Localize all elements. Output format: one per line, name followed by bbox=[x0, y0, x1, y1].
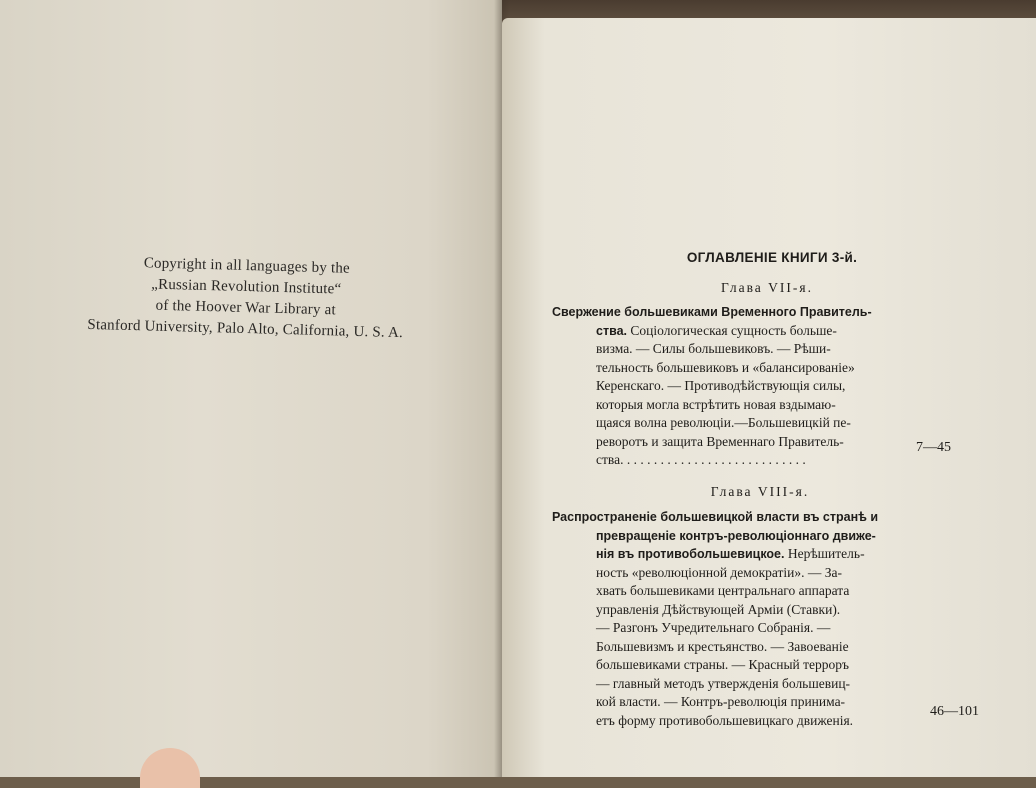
right-page bbox=[502, 18, 1036, 777]
entry-line bbox=[552, 712, 912, 731]
entry-line bbox=[552, 582, 912, 601]
page-range: 46—101 bbox=[930, 704, 979, 719]
copyright-notice bbox=[59, 251, 433, 345]
entry-text: хвать большевиками центральнаго аппарата bbox=[596, 583, 850, 598]
entry-text: Керенскаго. — Противодѣйствующія силы, bbox=[596, 378, 846, 393]
entry-text: Нерѣшитель- bbox=[784, 546, 865, 561]
entry-line bbox=[552, 601, 912, 620]
copyright-line: Copyright in all languages by the bbox=[143, 255, 351, 277]
chapter-heading: Глава VIII-я. bbox=[710, 484, 810, 499]
entry-line bbox=[552, 322, 912, 341]
entry-text: — Разгонъ Учредительнаго Собранія. — bbox=[596, 620, 831, 635]
toc-title: ОГЛАВЛЕНІЕ КНИГИ 3-й. bbox=[686, 250, 858, 265]
entry-text: етъ форму противобольшевицкаго движенія. bbox=[596, 712, 854, 728]
entry-line bbox=[552, 656, 912, 675]
entry-line bbox=[552, 433, 912, 452]
entry-line bbox=[552, 527, 912, 546]
entry-bold-text: Свержение большевиками Временного Правитель- bbox=[552, 305, 872, 319]
copyright-line: „Russian Revolution Institute“ bbox=[151, 276, 342, 298]
entry-line bbox=[552, 619, 912, 638]
entry-text: тельность большевиковъ и «балансированіе» bbox=[596, 359, 855, 375]
copyright-line: of the Hoover War Library at bbox=[155, 297, 337, 319]
entry-text: кой власти. — Контръ-революція принима- bbox=[596, 694, 846, 709]
entry-line bbox=[552, 340, 912, 359]
chapter-heading: Глава VII-я. bbox=[721, 280, 813, 295]
copyright-line: Stanford University, Palo Alto, California, U. S. A. bbox=[87, 316, 404, 342]
entry-text: ства. . . . . . . . . . . . . . . . . . . . . . . . . . . . bbox=[596, 452, 806, 467]
entry-text: большевиками страны. — Красный терроръ bbox=[596, 657, 850, 672]
entry-text: Соціологическая сущность больше- bbox=[627, 322, 837, 338]
entry-text: — главный методъ утвержденія большевиц- bbox=[596, 675, 851, 691]
entry-bold-text: нія въ противобольшевицкое. bbox=[596, 547, 785, 561]
entry-line bbox=[552, 638, 912, 657]
entry-line bbox=[552, 675, 912, 694]
entry-line bbox=[552, 377, 912, 396]
entry-line bbox=[552, 303, 912, 322]
entry-text: реворотъ и защита Временнаго Правитель- bbox=[596, 433, 844, 449]
entry-line bbox=[552, 545, 912, 564]
entry-bold-text: ства. bbox=[596, 323, 628, 338]
page-range: 7—45 bbox=[916, 440, 951, 455]
entry-line bbox=[552, 396, 912, 415]
entry-text: Большевизмъ и крестьянство. — Завоеваніе bbox=[596, 638, 849, 654]
entry-text: щаяся волна революціи.—Большевицкій пе- bbox=[596, 415, 851, 430]
entry-line bbox=[552, 414, 912, 433]
chapter-entry bbox=[552, 508, 912, 730]
chapter-entry bbox=[552, 303, 912, 470]
entry-line bbox=[552, 451, 912, 470]
entry-line bbox=[552, 359, 912, 378]
entry-text: которыя могла встрѣтить новая вздымаю- bbox=[596, 396, 836, 412]
entry-text: визма. — Силы большевиковъ. — Рѣши- bbox=[596, 341, 831, 356]
entry-bold-text: Распространеніе большевицкой власти въ странѣ и bbox=[552, 510, 879, 524]
entry-line bbox=[552, 564, 912, 583]
entry-text: ность «революціонной демократіи». — За- bbox=[596, 564, 843, 580]
entry-text: управленія Дѣйствующей Арміи (Ставки). bbox=[596, 601, 841, 617]
left-page bbox=[0, 0, 502, 777]
entry-line bbox=[552, 693, 912, 712]
entry-line bbox=[552, 508, 912, 527]
entry-bold-text: превращеніе контръ-революціоннаго движе- bbox=[596, 528, 876, 543]
table-of-contents bbox=[502, 18, 1036, 777]
